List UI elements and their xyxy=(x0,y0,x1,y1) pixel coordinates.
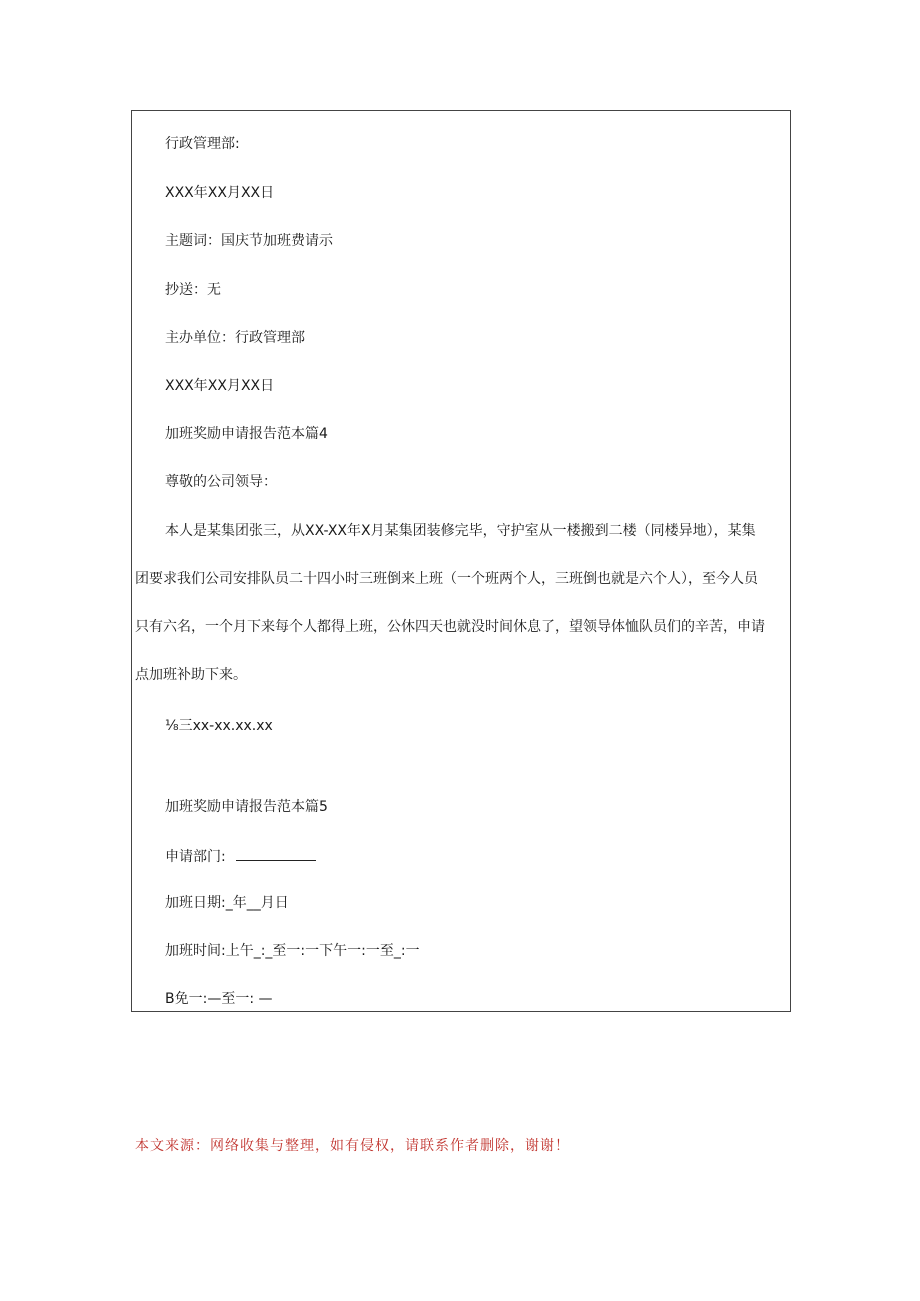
body-paragraph-line: 只有六名，一个月下来每个人都得上班，公休四天也就没时间休息了，望领导体恤队员们的辛苦，申请 xyxy=(135,619,765,635)
evening-time-line: B免一:—至一: — xyxy=(165,991,273,1007)
signature-date-line: ⅛三xx-xx.xx.xx xyxy=(165,718,273,734)
cc-line: 抄送：无 xyxy=(165,282,221,298)
source-disclaimer: 本文来源：网络收集与整理，如有侵权，请联系作者删除，谢谢！ xyxy=(135,1138,570,1154)
apply-department-label: 申请部门: xyxy=(165,849,226,865)
body-paragraph-line: 团要求我们公司安排队员二十四小时三班倒来上班（一个班两个人，三班倒也就是六个人），至今人员 xyxy=(135,571,758,587)
section-title: 加班奖励申请报告范本篇5 xyxy=(165,799,328,815)
section-title: 加班奖励申请报告范本篇4 xyxy=(165,426,328,442)
department-signoff: 行政管理部: xyxy=(165,136,240,152)
greeting-line: 尊敬的公司领导： xyxy=(165,474,277,490)
apply-department-line xyxy=(165,846,316,866)
overtime-time-line: 加班时间:上午_:_至一:一下午一:一至_:一 xyxy=(165,943,420,959)
apply-department-blank xyxy=(236,846,316,861)
date-line: XXX年XX月XX日 xyxy=(165,185,275,201)
body-paragraph-line: 点加班补助下来。 xyxy=(135,667,247,683)
host-unit-line: 主办单位：行政管理部 xyxy=(165,330,305,346)
date-line: XXX年XX月XX日 xyxy=(165,378,275,394)
body-paragraph-line: 本人是某集团张三，从XX-XX年X月某集团装修完毕，守护室从一楼搬到二楼（同楼异地），某集 xyxy=(165,523,756,539)
subject-line: 主题词：国庆节加班费请示 xyxy=(165,233,333,249)
overtime-date-line: 加班日期:_年__月日 xyxy=(165,895,289,911)
